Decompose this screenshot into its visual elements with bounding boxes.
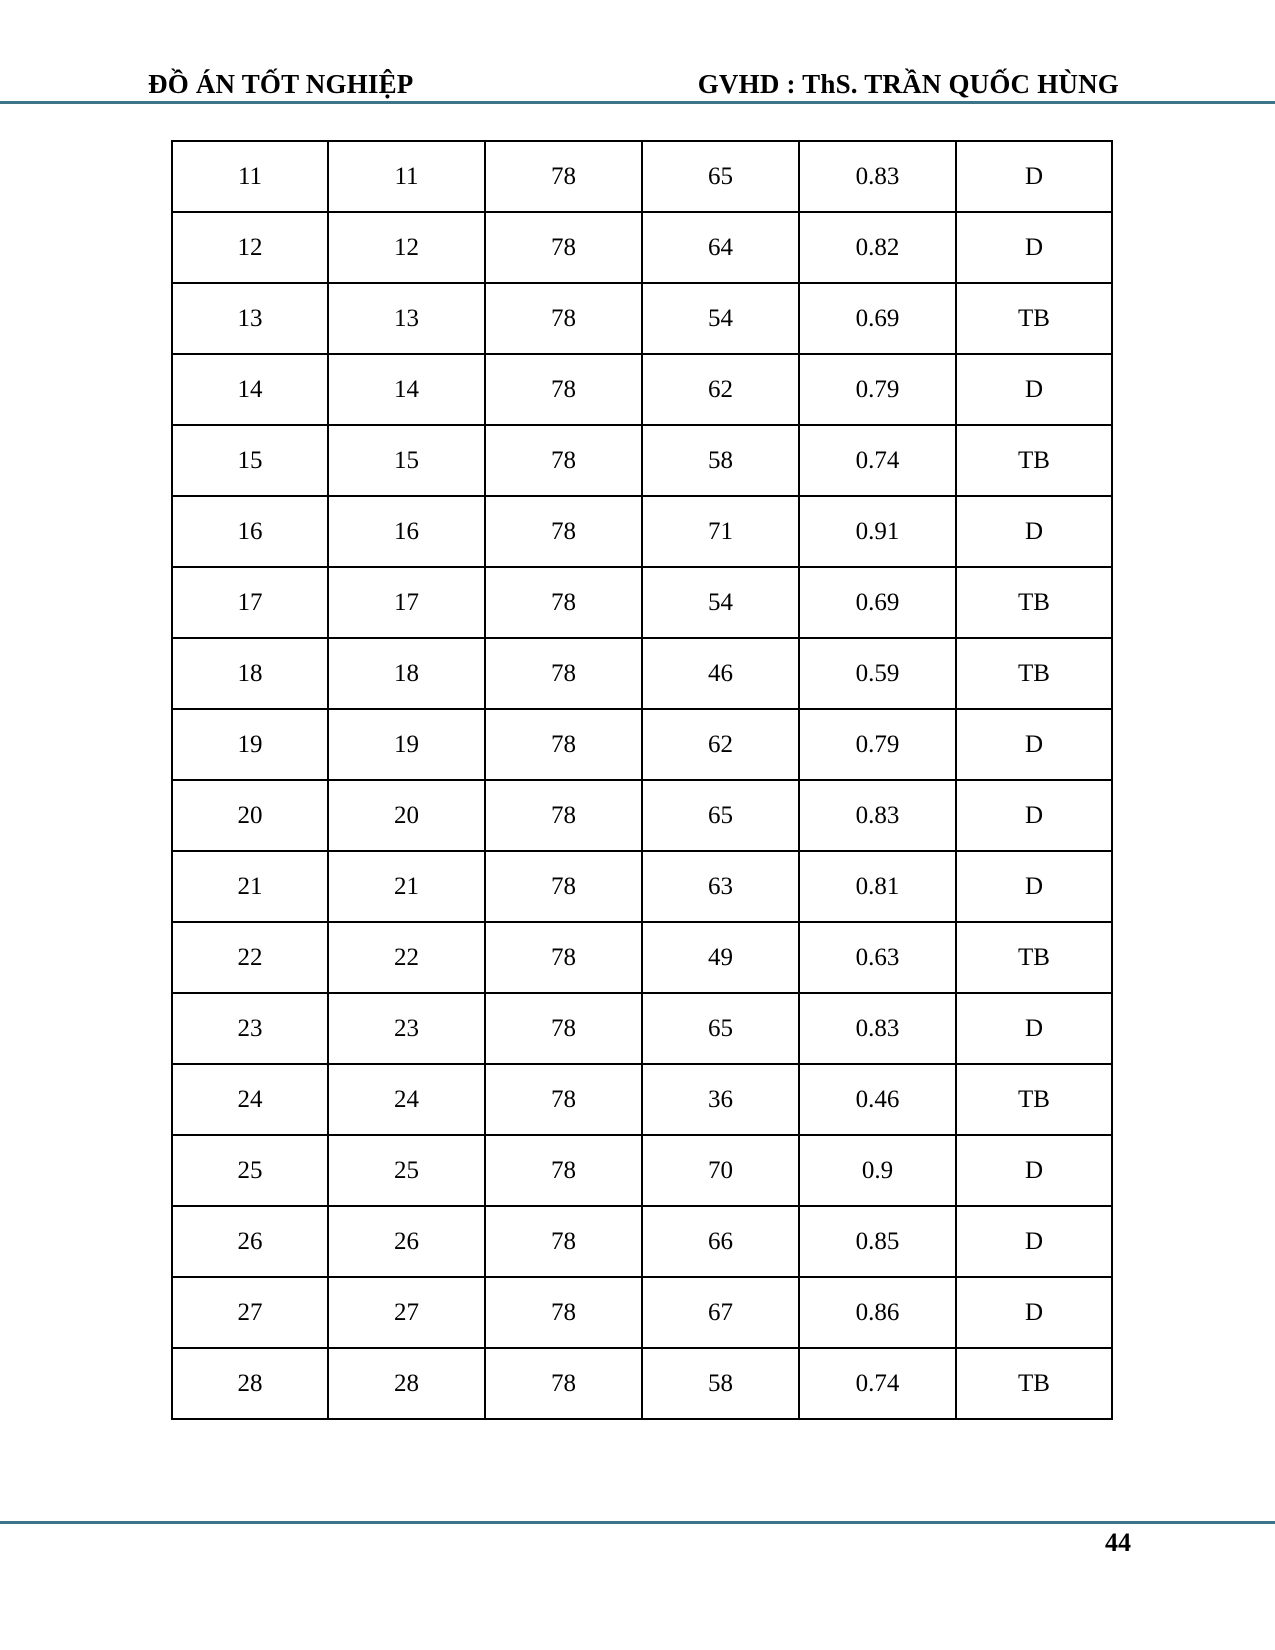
table-cell xyxy=(328,141,485,212)
table-cell-text: TB xyxy=(1018,447,1050,474)
data-table-container xyxy=(171,140,1111,1420)
table-cell xyxy=(485,993,642,1064)
table-cell xyxy=(642,780,799,851)
table-cell xyxy=(642,1206,799,1277)
table-cell xyxy=(172,851,328,922)
table-row xyxy=(172,354,1112,425)
table-cell xyxy=(799,354,956,425)
table-cell-text: TB xyxy=(1018,589,1050,616)
table-cell xyxy=(172,709,328,780)
table-cell xyxy=(172,1206,328,1277)
table-cell-text: 0.86 xyxy=(855,1299,900,1326)
table-cell xyxy=(642,354,799,425)
table-cell-text: 14 xyxy=(394,376,419,403)
table-cell xyxy=(485,780,642,851)
table-cell xyxy=(799,922,956,993)
table-cell-text: 0.74 xyxy=(855,1370,900,1397)
table-cell-text: D xyxy=(1024,731,1044,758)
table-cell xyxy=(799,993,956,1064)
table-cell-text: 12 xyxy=(394,234,419,261)
table-cell-text: 0.79 xyxy=(855,731,900,758)
table-cell xyxy=(642,283,799,354)
footer-divider-rule xyxy=(0,1521,1275,1524)
table-cell xyxy=(799,1206,956,1277)
table-row xyxy=(172,922,1112,993)
table-cell-text: 78 xyxy=(551,376,576,403)
table-cell xyxy=(799,1277,956,1348)
table-cell xyxy=(799,1135,956,1206)
table-cell xyxy=(328,1348,485,1419)
table-cell-text: D xyxy=(1024,1228,1044,1255)
table-cell xyxy=(328,567,485,638)
table-cell-text: D xyxy=(1024,873,1044,900)
table-cell xyxy=(172,1277,328,1348)
table-cell xyxy=(328,496,485,567)
table-cell-text: 78 xyxy=(551,589,576,616)
table-cell-text: 78 xyxy=(551,234,576,261)
table-cell xyxy=(799,141,956,212)
results-table xyxy=(171,140,1113,1420)
table-row xyxy=(172,496,1112,567)
table-cell xyxy=(956,1135,1112,1206)
table-row xyxy=(172,283,1112,354)
table-cell-text: 27 xyxy=(394,1299,419,1326)
table-cell xyxy=(328,425,485,496)
table-cell xyxy=(485,851,642,922)
table-cell xyxy=(485,1064,642,1135)
table-cell xyxy=(485,425,642,496)
table-row xyxy=(172,1206,1112,1277)
table-cell xyxy=(799,638,956,709)
table-cell-text: 21 xyxy=(394,873,419,900)
table-cell xyxy=(485,1348,642,1419)
table-cell xyxy=(172,567,328,638)
table-cell-text: 0.83 xyxy=(855,802,900,829)
table-cell-text: 25 xyxy=(394,1157,419,1184)
table-cell-text: 28 xyxy=(237,1370,263,1397)
table-cell-text: 25 xyxy=(237,1157,263,1184)
table-cell-text: 0.82 xyxy=(855,234,900,261)
table-cell xyxy=(172,780,328,851)
table-cell-text: 0.46 xyxy=(855,1086,900,1113)
table-cell xyxy=(172,496,328,567)
table-cell xyxy=(328,283,485,354)
table-cell xyxy=(485,496,642,567)
table-cell-text: TB xyxy=(1018,1370,1050,1397)
table-cell-text: 63 xyxy=(708,873,733,900)
table-cell xyxy=(642,425,799,496)
table-cell xyxy=(799,567,956,638)
table-cell xyxy=(172,425,328,496)
table-cell xyxy=(328,212,485,283)
table-row xyxy=(172,638,1112,709)
table-row xyxy=(172,212,1112,283)
table-cell xyxy=(642,212,799,283)
table-cell xyxy=(485,567,642,638)
table-cell xyxy=(172,141,328,212)
table-cell-text: 62 xyxy=(708,376,733,403)
table-cell-text: 0.63 xyxy=(855,944,900,971)
table-cell-text: 0.85 xyxy=(855,1228,900,1255)
table-cell-text: D xyxy=(1024,1015,1044,1042)
table-cell-text: 66 xyxy=(708,1228,733,1255)
table-cell-text: 78 xyxy=(551,660,576,687)
table-cell-text: 20 xyxy=(237,802,263,829)
table-cell xyxy=(956,354,1112,425)
table-cell-text: 23 xyxy=(394,1015,419,1042)
table-cell-text: 18 xyxy=(394,660,419,687)
table-cell xyxy=(956,1064,1112,1135)
header-left-title: ĐỒ ÁN TỐT NGHIỆP xyxy=(148,69,414,99)
table-cell-text: 13 xyxy=(394,305,419,332)
table-cell xyxy=(956,567,1112,638)
table-cell xyxy=(956,709,1112,780)
table-cell xyxy=(485,1135,642,1206)
table-cell xyxy=(799,780,956,851)
table-cell xyxy=(956,212,1112,283)
table-cell-text: 78 xyxy=(551,873,576,900)
table-cell-text: TB xyxy=(1018,305,1050,332)
table-cell xyxy=(799,425,956,496)
table-cell xyxy=(956,638,1112,709)
table-cell xyxy=(485,638,642,709)
table-cell-text: 27 xyxy=(237,1299,263,1326)
table-cell-text: 23 xyxy=(237,1015,263,1042)
table-row xyxy=(172,1348,1112,1419)
table-cell xyxy=(642,851,799,922)
table-cell-text: 0.91 xyxy=(855,518,900,545)
table-cell-text: 22 xyxy=(237,944,263,971)
table-cell-text: 65 xyxy=(708,802,733,829)
table-cell-text: 19 xyxy=(237,731,263,758)
table-cell xyxy=(956,496,1112,567)
table-row xyxy=(172,1064,1112,1135)
table-cell xyxy=(328,1277,485,1348)
table-cell-text: 58 xyxy=(708,447,733,474)
table-cell-text: 12 xyxy=(237,234,263,261)
table-cell xyxy=(485,709,642,780)
table-row xyxy=(172,780,1112,851)
table-cell xyxy=(799,1064,956,1135)
table-cell-text: D xyxy=(1024,518,1044,545)
table-cell-text: 78 xyxy=(551,447,576,474)
table-cell-text: 16 xyxy=(394,518,419,545)
table-cell-text: 24 xyxy=(394,1086,419,1113)
table-cell xyxy=(172,922,328,993)
table-cell-text: D xyxy=(1024,163,1044,190)
table-cell-text: 46 xyxy=(708,660,733,687)
table-cell-text: 24 xyxy=(237,1086,263,1113)
table-cell xyxy=(642,567,799,638)
table-cell xyxy=(799,212,956,283)
table-cell-text: TB xyxy=(1018,660,1050,687)
table-cell xyxy=(328,709,485,780)
table-cell-text: 15 xyxy=(394,447,419,474)
table-cell-text: 11 xyxy=(394,163,419,190)
table-cell xyxy=(956,851,1112,922)
table-cell-text: 0.59 xyxy=(855,660,900,687)
table-row xyxy=(172,993,1112,1064)
table-cell xyxy=(172,1348,328,1419)
table-cell-text: 28 xyxy=(394,1370,419,1397)
table-cell-text: 78 xyxy=(551,944,576,971)
table-cell-text: 78 xyxy=(551,1370,576,1397)
table-cell xyxy=(642,1135,799,1206)
table-cell-text: 18 xyxy=(237,660,263,687)
table-cell-text: 78 xyxy=(551,305,576,332)
table-cell xyxy=(172,212,328,283)
table-cell-text: 54 xyxy=(708,589,733,616)
table-cell-text: 67 xyxy=(708,1299,733,1326)
table-cell xyxy=(956,1277,1112,1348)
table-cell-text: 22 xyxy=(394,944,419,971)
table-cell xyxy=(956,780,1112,851)
table-cell xyxy=(328,780,485,851)
table-cell-text: TB xyxy=(1018,944,1050,971)
table-row xyxy=(172,851,1112,922)
table-cell-text: D xyxy=(1024,234,1044,261)
table-cell-text: 0.69 xyxy=(855,589,900,616)
table-cell-text: 14 xyxy=(237,376,263,403)
table-cell-text: 62 xyxy=(708,731,733,758)
table-cell-text: 65 xyxy=(708,163,733,190)
table-cell-text: 49 xyxy=(708,944,733,971)
table-cell-text: 0.83 xyxy=(855,163,900,190)
table-cell-text: 17 xyxy=(237,589,263,616)
table-cell-text: 15 xyxy=(237,447,263,474)
table-cell xyxy=(799,496,956,567)
table-cell xyxy=(956,1348,1112,1419)
table-cell-text: 65 xyxy=(708,1015,733,1042)
table-cell xyxy=(642,141,799,212)
table-cell-text: D xyxy=(1024,376,1044,403)
table-cell-text: 21 xyxy=(237,873,263,900)
table-cell-text: 0.74 xyxy=(855,447,900,474)
table-cell-text: 0.69 xyxy=(855,305,900,332)
table-row xyxy=(172,1135,1112,1206)
table-cell-text: 20 xyxy=(394,802,419,829)
table-cell xyxy=(642,1064,799,1135)
table-cell xyxy=(956,993,1112,1064)
table-cell xyxy=(485,212,642,283)
table-row xyxy=(172,567,1112,638)
table-cell-text: 26 xyxy=(394,1228,419,1255)
table-row xyxy=(172,141,1112,212)
table-cell xyxy=(328,1135,485,1206)
table-cell xyxy=(328,354,485,425)
table-cell xyxy=(642,638,799,709)
table-cell-text: D xyxy=(1024,1157,1044,1184)
table-cell-text: 71 xyxy=(708,518,733,545)
table-cell xyxy=(642,496,799,567)
table-cell xyxy=(485,1206,642,1277)
table-cell xyxy=(172,638,328,709)
table-cell-text: 54 xyxy=(708,305,733,332)
table-cell-text: 78 xyxy=(551,802,576,829)
table-cell xyxy=(172,1064,328,1135)
table-cell xyxy=(485,1277,642,1348)
table-cell xyxy=(172,354,328,425)
table-cell-text: D xyxy=(1024,802,1044,829)
table-cell xyxy=(642,922,799,993)
running-header xyxy=(148,68,1127,104)
table-cell-text: 78 xyxy=(551,163,576,190)
table-cell xyxy=(485,141,642,212)
table-cell xyxy=(642,1348,799,1419)
table-cell-text: 36 xyxy=(708,1086,733,1113)
table-cell-text: 78 xyxy=(551,518,576,545)
table-cell-text: 70 xyxy=(708,1157,733,1184)
table-cell-text: TB xyxy=(1018,1086,1050,1113)
table-cell xyxy=(172,283,328,354)
results-table-body xyxy=(172,141,1112,1419)
table-cell xyxy=(328,1206,485,1277)
table-cell-text: 78 xyxy=(551,1015,576,1042)
table-cell-text: 26 xyxy=(237,1228,263,1255)
table-row xyxy=(172,1277,1112,1348)
table-cell xyxy=(956,141,1112,212)
table-cell xyxy=(799,1348,956,1419)
table-cell-text: 17 xyxy=(394,589,419,616)
table-cell xyxy=(956,283,1112,354)
table-cell xyxy=(172,993,328,1064)
table-row xyxy=(172,709,1112,780)
table-cell-text: 78 xyxy=(551,1157,576,1184)
table-cell xyxy=(328,638,485,709)
table-cell-text: 19 xyxy=(394,731,419,758)
table-cell xyxy=(328,1064,485,1135)
table-cell xyxy=(956,425,1112,496)
table-cell-text: 58 xyxy=(708,1370,733,1397)
table-cell xyxy=(799,283,956,354)
table-cell-text: 16 xyxy=(237,518,263,545)
table-cell-text: 0.81 xyxy=(855,873,900,900)
table-cell xyxy=(642,709,799,780)
table-cell xyxy=(642,1277,799,1348)
table-cell xyxy=(956,1206,1112,1277)
table-cell xyxy=(956,922,1112,993)
table-cell-text: 13 xyxy=(237,305,263,332)
table-cell-text: D xyxy=(1024,1299,1044,1326)
table-cell xyxy=(799,709,956,780)
table-cell-text: 78 xyxy=(551,731,576,758)
table-cell-text: 78 xyxy=(551,1228,576,1255)
table-row xyxy=(172,425,1112,496)
header-right-advisor: GVHD : ThS. TRẦN QUỐC HÙNG xyxy=(697,69,1119,99)
table-cell-text: 0.9 xyxy=(861,1157,894,1184)
table-cell xyxy=(485,283,642,354)
header-divider-rule xyxy=(0,101,1275,104)
table-cell xyxy=(642,993,799,1064)
table-cell-text: 0.79 xyxy=(855,376,900,403)
table-cell xyxy=(328,851,485,922)
table-cell xyxy=(485,922,642,993)
table-cell-text: 0.83 xyxy=(855,1015,900,1042)
table-cell-text: 64 xyxy=(708,234,733,261)
table-cell xyxy=(328,922,485,993)
table-cell-text: 78 xyxy=(551,1086,576,1113)
page-number: 44 xyxy=(1105,1528,1131,1557)
table-cell xyxy=(172,1135,328,1206)
table-cell-text: 78 xyxy=(551,1299,576,1326)
table-cell xyxy=(328,993,485,1064)
table-cell xyxy=(485,354,642,425)
table-cell xyxy=(799,851,956,922)
table-cell-text: 11 xyxy=(237,163,263,190)
